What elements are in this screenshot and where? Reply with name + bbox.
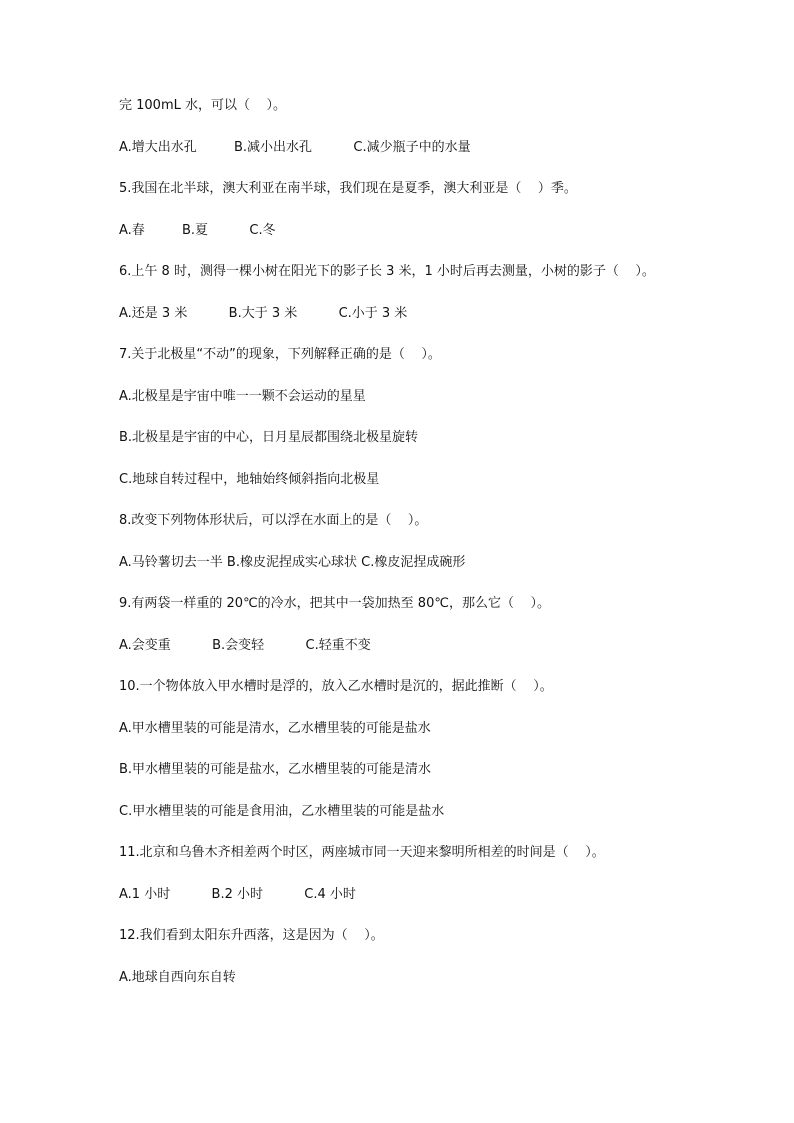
question-7-option-b: B.北极星是宇宙的中心，日月星辰都围绕北极星旋转 [119, 430, 419, 445]
question-10-option-c: C.甲水槽里装的可能是食用油，乙水槽里装的可能是盐水 [119, 804, 445, 819]
question-8-options: A.马铃薯切去一半 B.橡皮泥捏成实心球状 C.橡皮泥捏成碗形 [119, 555, 466, 570]
question-7-option-c: C.地球自转过程中，地轴始终倾斜指向北极星 [119, 472, 380, 487]
question-11-options: A.1 小时 B.2 小时 C.4 小时 [119, 887, 356, 902]
question-6-options: A.还是 3 米 B.大于 3 米 C.小于 3 米 [119, 306, 408, 321]
question-5-text: 5.我国在北半球，澳大利亚在南半球，我们现在是夏季，澳大利亚是（ ）季。 [119, 181, 577, 196]
question-7-option-a: A.北极星是宇宙中唯一一颗不会运动的星星 [119, 389, 366, 404]
question-12-option-a: A.地球自西向东自转 [119, 970, 236, 985]
question-11-text: 11.北京和乌鲁木齐相差两个时区，两座城市同一天迎来黎明所相差的时间是（ ）。 [119, 845, 605, 860]
question-10-option-a: A.甲水槽里装的可能是清水，乙水槽里装的可能是盐水 [119, 721, 431, 736]
question-10-option-b: B.甲水槽里装的可能是盐水，乙水槽里装的可能是清水 [119, 762, 432, 777]
question-7-text: 7.关于北极星“不动”的现象，下列解释正确的是（ ）。 [119, 347, 441, 362]
question-10-text: 10.一个物体放入甲水槽时是浮的，放入乙水槽时是沉的，据此推断（ ）。 [119, 679, 553, 694]
question-4-options: A.增大出水孔 B.减小出水孔 C.减少瓶子中的水量 [119, 140, 471, 155]
question-12-text: 12.我们看到太阳东升西落，这是因为（ ）。 [119, 928, 384, 943]
question-5-options: A.春 B.夏 C.冬 [119, 223, 276, 238]
question-6-text: 6.上午 8 时，测得一棵小树在阳光下的影子长 3 米，1 小时后再去测量，小树的影子（ ）。 [119, 264, 655, 279]
question-9-options: A.会变重 B.会变轻 C.轻重不变 [119, 638, 371, 653]
question-4-continuation: 完 100mL 水，可以（ ）。 [119, 98, 287, 113]
question-9-text: 9.有两袋一样重的 20℃的冷水，把其中一袋加热至 80℃，那么它（ ）。 [119, 596, 550, 611]
question-8-text: 8.改变下列物体形状后，可以浮在水面上的是（ ）。 [119, 513, 428, 528]
